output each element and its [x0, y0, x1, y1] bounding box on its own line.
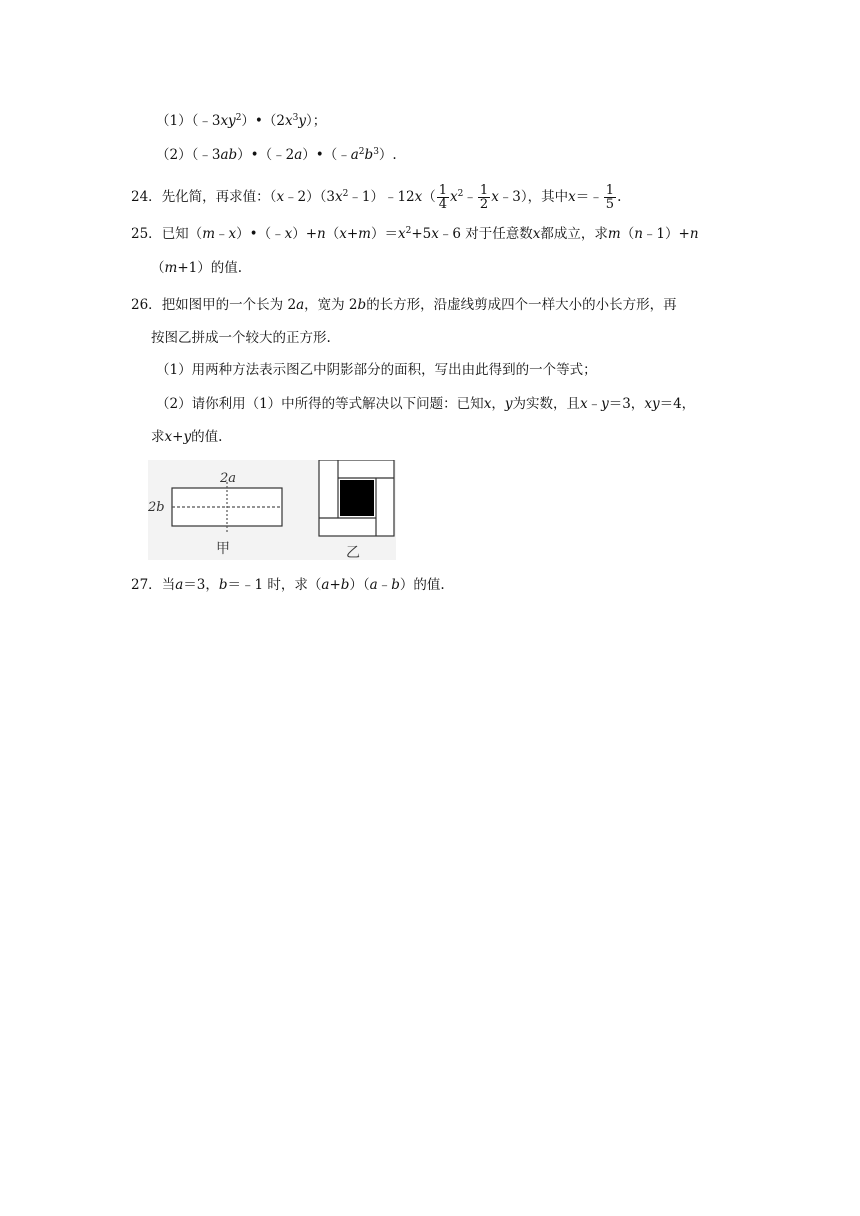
problem-26-part-2-cont: 求x+y的值. — [151, 429, 223, 445]
caption-jia: 甲 — [216, 541, 230, 557]
fraction-one-quarter: $\frac{1}{4}$ — [438, 183, 448, 212]
shaded-square — [340, 480, 374, 516]
figure-yi-drawing — [296, 460, 396, 560]
fraction-one-half: $\frac{1}{2}$ — [479, 183, 489, 212]
problem-27: 27．当a＝3，b＝﹣1 时，求（a+b）（a﹣b）的值. — [131, 577, 445, 593]
problem-26-part-2: （2）请你利用（1）中所得的等式解决以下问题：已知x，y为实数，且x﹣y＝3，xy＝4， — [156, 396, 696, 412]
label-2b: 2b — [148, 500, 165, 515]
problem-23-part-1: $(1)(﹣3xy^2)•(2x^3y)$； — [156, 113, 327, 129]
figure-jia-drawing — [148, 460, 296, 560]
problem-26-line-2: 按图乙拼成一个较大的正方形. — [151, 330, 331, 346]
caption-yi: 乙 — [346, 545, 360, 560]
problem-23-part-2: $(2)(﹣3ab)•(﹣2a)•(﹣a^2b^3)$. — [156, 147, 397, 163]
fraction-one-fifth: $\frac{1}{5}$ — [605, 183, 615, 212]
problem-25-line-2: （m+1）的值. — [151, 260, 243, 276]
label-2a: 2a — [220, 471, 237, 486]
figure-jia — [148, 460, 296, 560]
problem-24: 24．先化简，再求值：$(x﹣2)(3x^2﹣1)﹣12x$（ $\frac{1}{4}$ $x^2﹣$ $\frac{1}{2}$ x﹣3），其中x＝﹣ $\frac{1}{5}$ . — [131, 183, 622, 212]
figure-yi — [296, 460, 396, 560]
problem-25-line-1: 25．已知$(m﹣x)•(﹣x)+n(x+m)=x^2+5x﹣6$ 对于任意数x都成立，求m（n﹣1）+n — [131, 226, 699, 242]
problem-26-part-1: （1）用两种方法表示图乙中阴影部分的面积，写出由此得到的一个等式； — [156, 362, 597, 378]
problem-26-line-1: 26．把如图甲的一个长为 2a，宽为 2b的长方形，沿虚线剪成四个一样大小的小长方形，再 — [131, 297, 677, 313]
